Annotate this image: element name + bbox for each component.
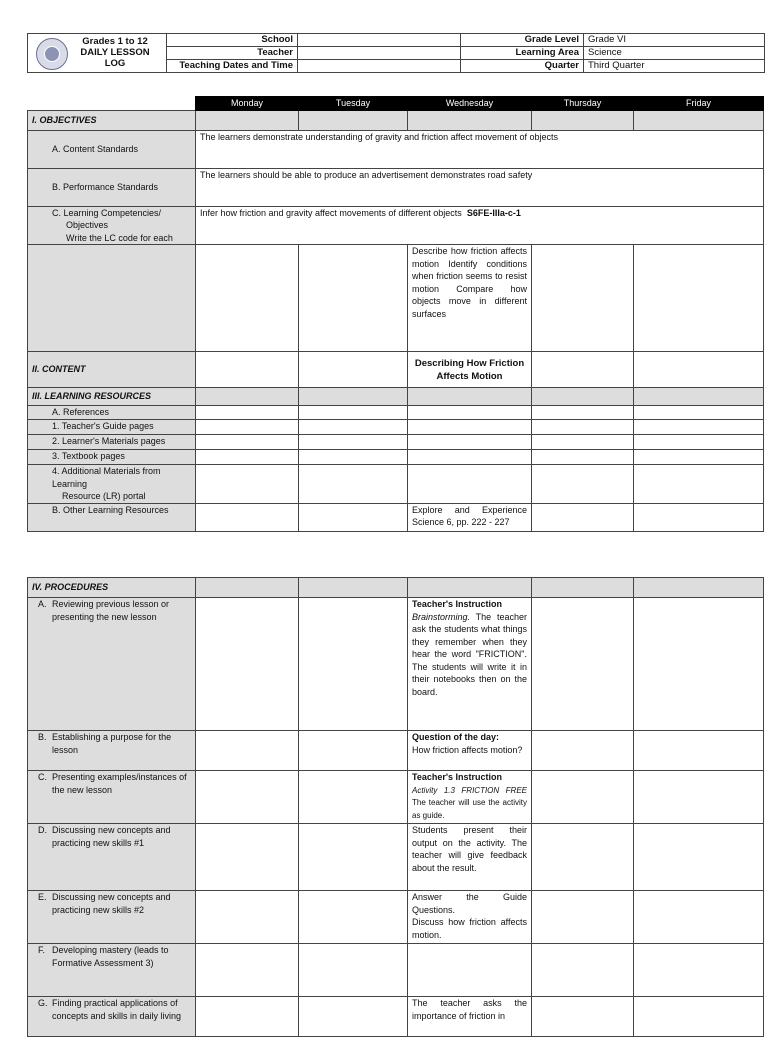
table-cell (196, 731, 299, 771)
table-cell (299, 435, 408, 450)
table-cell (408, 465, 532, 504)
procedure-f-text: Developing mastery (leads to Formative Assessment 3) (52, 945, 169, 968)
day-thursday: Thursday (532, 97, 634, 111)
table-cell (299, 997, 408, 1037)
gray-cell (196, 388, 299, 406)
table-cell (634, 465, 764, 504)
table-cell (196, 435, 299, 450)
procedure-a-head: Teacher's Instruction (412, 599, 502, 609)
procedure-c-body: The teacher will use the activity as guide. (412, 798, 527, 820)
table-cell (196, 352, 299, 388)
table-cell (634, 245, 764, 352)
table-cell (196, 771, 299, 824)
table-cell (532, 944, 634, 997)
log-title (70, 36, 160, 69)
title-line-1: Grades 1 to 12 (82, 36, 148, 47)
additional-line-2: Resource (LR) portal (62, 491, 146, 501)
table-cell (634, 450, 764, 465)
table-cell (532, 435, 634, 450)
teacher-label: Teacher (167, 47, 298, 60)
gray-cell (532, 388, 634, 406)
table-cell (532, 352, 634, 388)
procedure-d-wednesday: Students present their output on the activity. The teacher will give feedback about the result. (408, 824, 532, 891)
table-cell (196, 450, 299, 465)
table-cell (196, 245, 299, 352)
table-cell (532, 731, 634, 771)
table-cell (408, 450, 532, 465)
table-cell (196, 824, 299, 891)
table-cell (532, 771, 634, 824)
school-label: School (167, 34, 298, 47)
performance-standards-text: The learners should be able to produce an advertisement demonstrates road safety (196, 168, 764, 206)
references-label: A. References (28, 406, 196, 420)
table-cell (196, 944, 299, 997)
letter-a: A. (38, 599, 47, 609)
learning-area-field[interactable]: Science (584, 47, 765, 60)
gray-cell (634, 110, 764, 130)
letter-f: F. (38, 945, 46, 955)
procedure-c-text: Presenting examples/instances of the new lesson (52, 772, 187, 795)
procedure-b-label (28, 731, 196, 771)
other-resources-wednesday: Explore and Experience Science 6, pp. 222 - 227 (408, 503, 532, 531)
table-cell (196, 406, 299, 420)
procedure-g-wednesday: The teacher asks the importance of friction in (408, 997, 532, 1037)
table-cell (634, 997, 764, 1037)
table-cell (634, 731, 764, 771)
table-cell (196, 465, 299, 504)
table-cell (532, 450, 634, 465)
gray-cell (299, 578, 408, 598)
gray-cell (28, 245, 196, 352)
resources-heading: III. LEARNING RESOURCES (28, 388, 196, 406)
table-cell (299, 352, 408, 388)
day-friday: Friday (634, 97, 764, 111)
competency-code: S6FE-IIIa-c-1 (466, 207, 521, 218)
grade-level-label: Grade Level (461, 34, 584, 47)
content-standards-text: The learners demonstrate understanding of gravity and friction affect movement of objects (196, 130, 764, 168)
table-cell (299, 771, 408, 824)
table-cell (532, 420, 634, 435)
content-heading: II. CONTENT (28, 352, 196, 388)
table-cell (532, 465, 634, 504)
table-cell (299, 824, 408, 891)
competencies-label-2: Objectives (66, 220, 109, 230)
table-cell (408, 944, 532, 997)
procedure-b-text: Establishing a purpose for the lesson (52, 732, 172, 755)
textbook-pages-label: 3. Textbook pages (28, 450, 196, 465)
table-cell (634, 420, 764, 435)
day-monday: Monday (196, 97, 299, 111)
table-cell (299, 420, 408, 435)
procedure-c-wednesday (408, 771, 532, 824)
procedure-c-label (28, 771, 196, 824)
performance-standards-label: B. Performance Standards (28, 168, 196, 206)
procedure-e-wednesday (408, 891, 532, 944)
quarter-label: Quarter (461, 60, 584, 73)
procedure-c-head: Teacher's Instruction (412, 772, 502, 782)
procedure-a-text: Reviewing previous lesson or presenting the new lesson (52, 599, 170, 622)
table-cell (634, 944, 764, 997)
competencies-label-3: Write the LC code for each (66, 232, 173, 243)
gray-cell (299, 388, 408, 406)
table-cell (634, 503, 764, 531)
table-cell (299, 503, 408, 531)
procedures-heading: IV. PROCEDURES (28, 578, 196, 598)
procedure-b-head: Question of the day: (412, 732, 500, 742)
procedures-table (27, 577, 764, 1037)
content-wednesday: Describing How Friction Affects Motion (408, 352, 532, 388)
objectives-table (27, 96, 764, 532)
day-tuesday: Tuesday (299, 97, 408, 111)
gray-cell (196, 578, 299, 598)
letter-c: C. (38, 772, 47, 782)
table-cell (196, 503, 299, 531)
table-cell (196, 891, 299, 944)
school-field[interactable] (298, 34, 461, 47)
header-table (27, 33, 765, 73)
table-cell (299, 465, 408, 504)
letter-b: B. (38, 732, 47, 742)
additional-line-1: 4. Additional Materials from Learning (52, 466, 161, 489)
table-cell (196, 598, 299, 731)
logo-cell (28, 34, 167, 73)
table-cell (196, 420, 299, 435)
procedure-d-text: Discussing new concepts and practicing new skills #1 (52, 825, 171, 848)
grade-level-field[interactable]: Grade VI (584, 34, 765, 47)
tg-pages-label: 1. Teacher's Guide pages (28, 420, 196, 435)
table-cell (408, 420, 532, 435)
gray-cell (532, 578, 634, 598)
procedure-e-label (28, 891, 196, 944)
procedure-b-body: How friction affects motion? (412, 744, 523, 755)
competencies-label-1: C. Learning Competencies/ (52, 207, 162, 218)
procedure-c-italic: Activity 1.3 FRICTION FREE (412, 785, 527, 795)
procedure-a-body: The teacher ask the students what things they remember when they hear the word "FRICTION". The students will write it in their notebooks then on the board. (412, 611, 527, 697)
gray-cell (408, 110, 532, 130)
dates-field[interactable] (298, 60, 461, 73)
objectives-heading: I. OBJECTIVES (28, 110, 196, 130)
table-cell (299, 598, 408, 731)
teacher-field[interactable] (298, 47, 461, 60)
competencies-label (28, 206, 196, 245)
gray-cell (408, 578, 532, 598)
gray-cell (634, 578, 764, 598)
letter-d: D. (38, 825, 47, 835)
table-cell (196, 997, 299, 1037)
gray-cell (299, 110, 408, 130)
procedure-e-text: Discussing new concepts and practicing new skills #2 (52, 892, 171, 915)
procedure-d-label (28, 824, 196, 891)
table-cell (299, 406, 408, 420)
procedure-g-text: Finding practical applications of concepts and skills in daily living (52, 998, 182, 1021)
procedure-f-label (28, 944, 196, 997)
content-standards-label: A. Content Standards (28, 130, 196, 168)
gray-cell (196, 110, 299, 130)
procedure-e-line-2: Discuss how friction affects motion. (412, 917, 527, 940)
table-cell (532, 997, 634, 1037)
gray-cell (634, 388, 764, 406)
table-cell (532, 891, 634, 944)
gray-cell (532, 110, 634, 130)
competencies-sentence: Infer how friction and gravity affect movements of different objects (200, 207, 462, 218)
table-cell (532, 824, 634, 891)
table-cell (299, 891, 408, 944)
competencies-text (196, 206, 764, 245)
quarter-field[interactable]: Third Quarter (584, 60, 765, 73)
table-cell (299, 450, 408, 465)
procedure-e-line-1: Answer the Guide Questions. (412, 892, 527, 915)
procedure-a-label (28, 598, 196, 731)
additional-materials-label (28, 465, 196, 504)
learning-area-label: Learning Area (461, 47, 584, 60)
table-cell (634, 406, 764, 420)
corner-blank (28, 97, 196, 111)
table-cell (634, 352, 764, 388)
title-line-2: DAILY LESSON LOG (80, 47, 150, 69)
table-cell (532, 503, 634, 531)
procedure-a-wednesday (408, 598, 532, 731)
table-cell (634, 435, 764, 450)
day-wednesday: Wednesday (408, 97, 532, 111)
dates-label: Teaching Dates and Time (167, 60, 298, 73)
procedure-b-wednesday (408, 731, 532, 771)
table-cell (634, 598, 764, 731)
other-resources-label: B. Other Learning Resources (28, 503, 196, 531)
procedure-g-label (28, 997, 196, 1037)
table-cell (299, 944, 408, 997)
deped-seal-icon (36, 38, 68, 70)
table-cell (634, 771, 764, 824)
table-cell (634, 891, 764, 944)
wednesday-objectives: Describe how friction affects motion Identify conditions when friction seems to resist motion Compare how objects move in different surfaces (408, 245, 532, 352)
table-cell (408, 435, 532, 450)
letter-g: G. (38, 998, 48, 1008)
gray-cell (408, 388, 532, 406)
table-cell (299, 731, 408, 771)
table-cell (532, 245, 634, 352)
table-cell (299, 245, 408, 352)
procedure-a-italic: Brainstorming. (412, 611, 471, 622)
table-cell (532, 406, 634, 420)
table-cell (532, 598, 634, 731)
lm-pages-label: 2. Learner's Materials pages (28, 435, 196, 450)
table-cell (634, 824, 764, 891)
table-cell (408, 406, 532, 420)
letter-e: E. (38, 892, 47, 902)
